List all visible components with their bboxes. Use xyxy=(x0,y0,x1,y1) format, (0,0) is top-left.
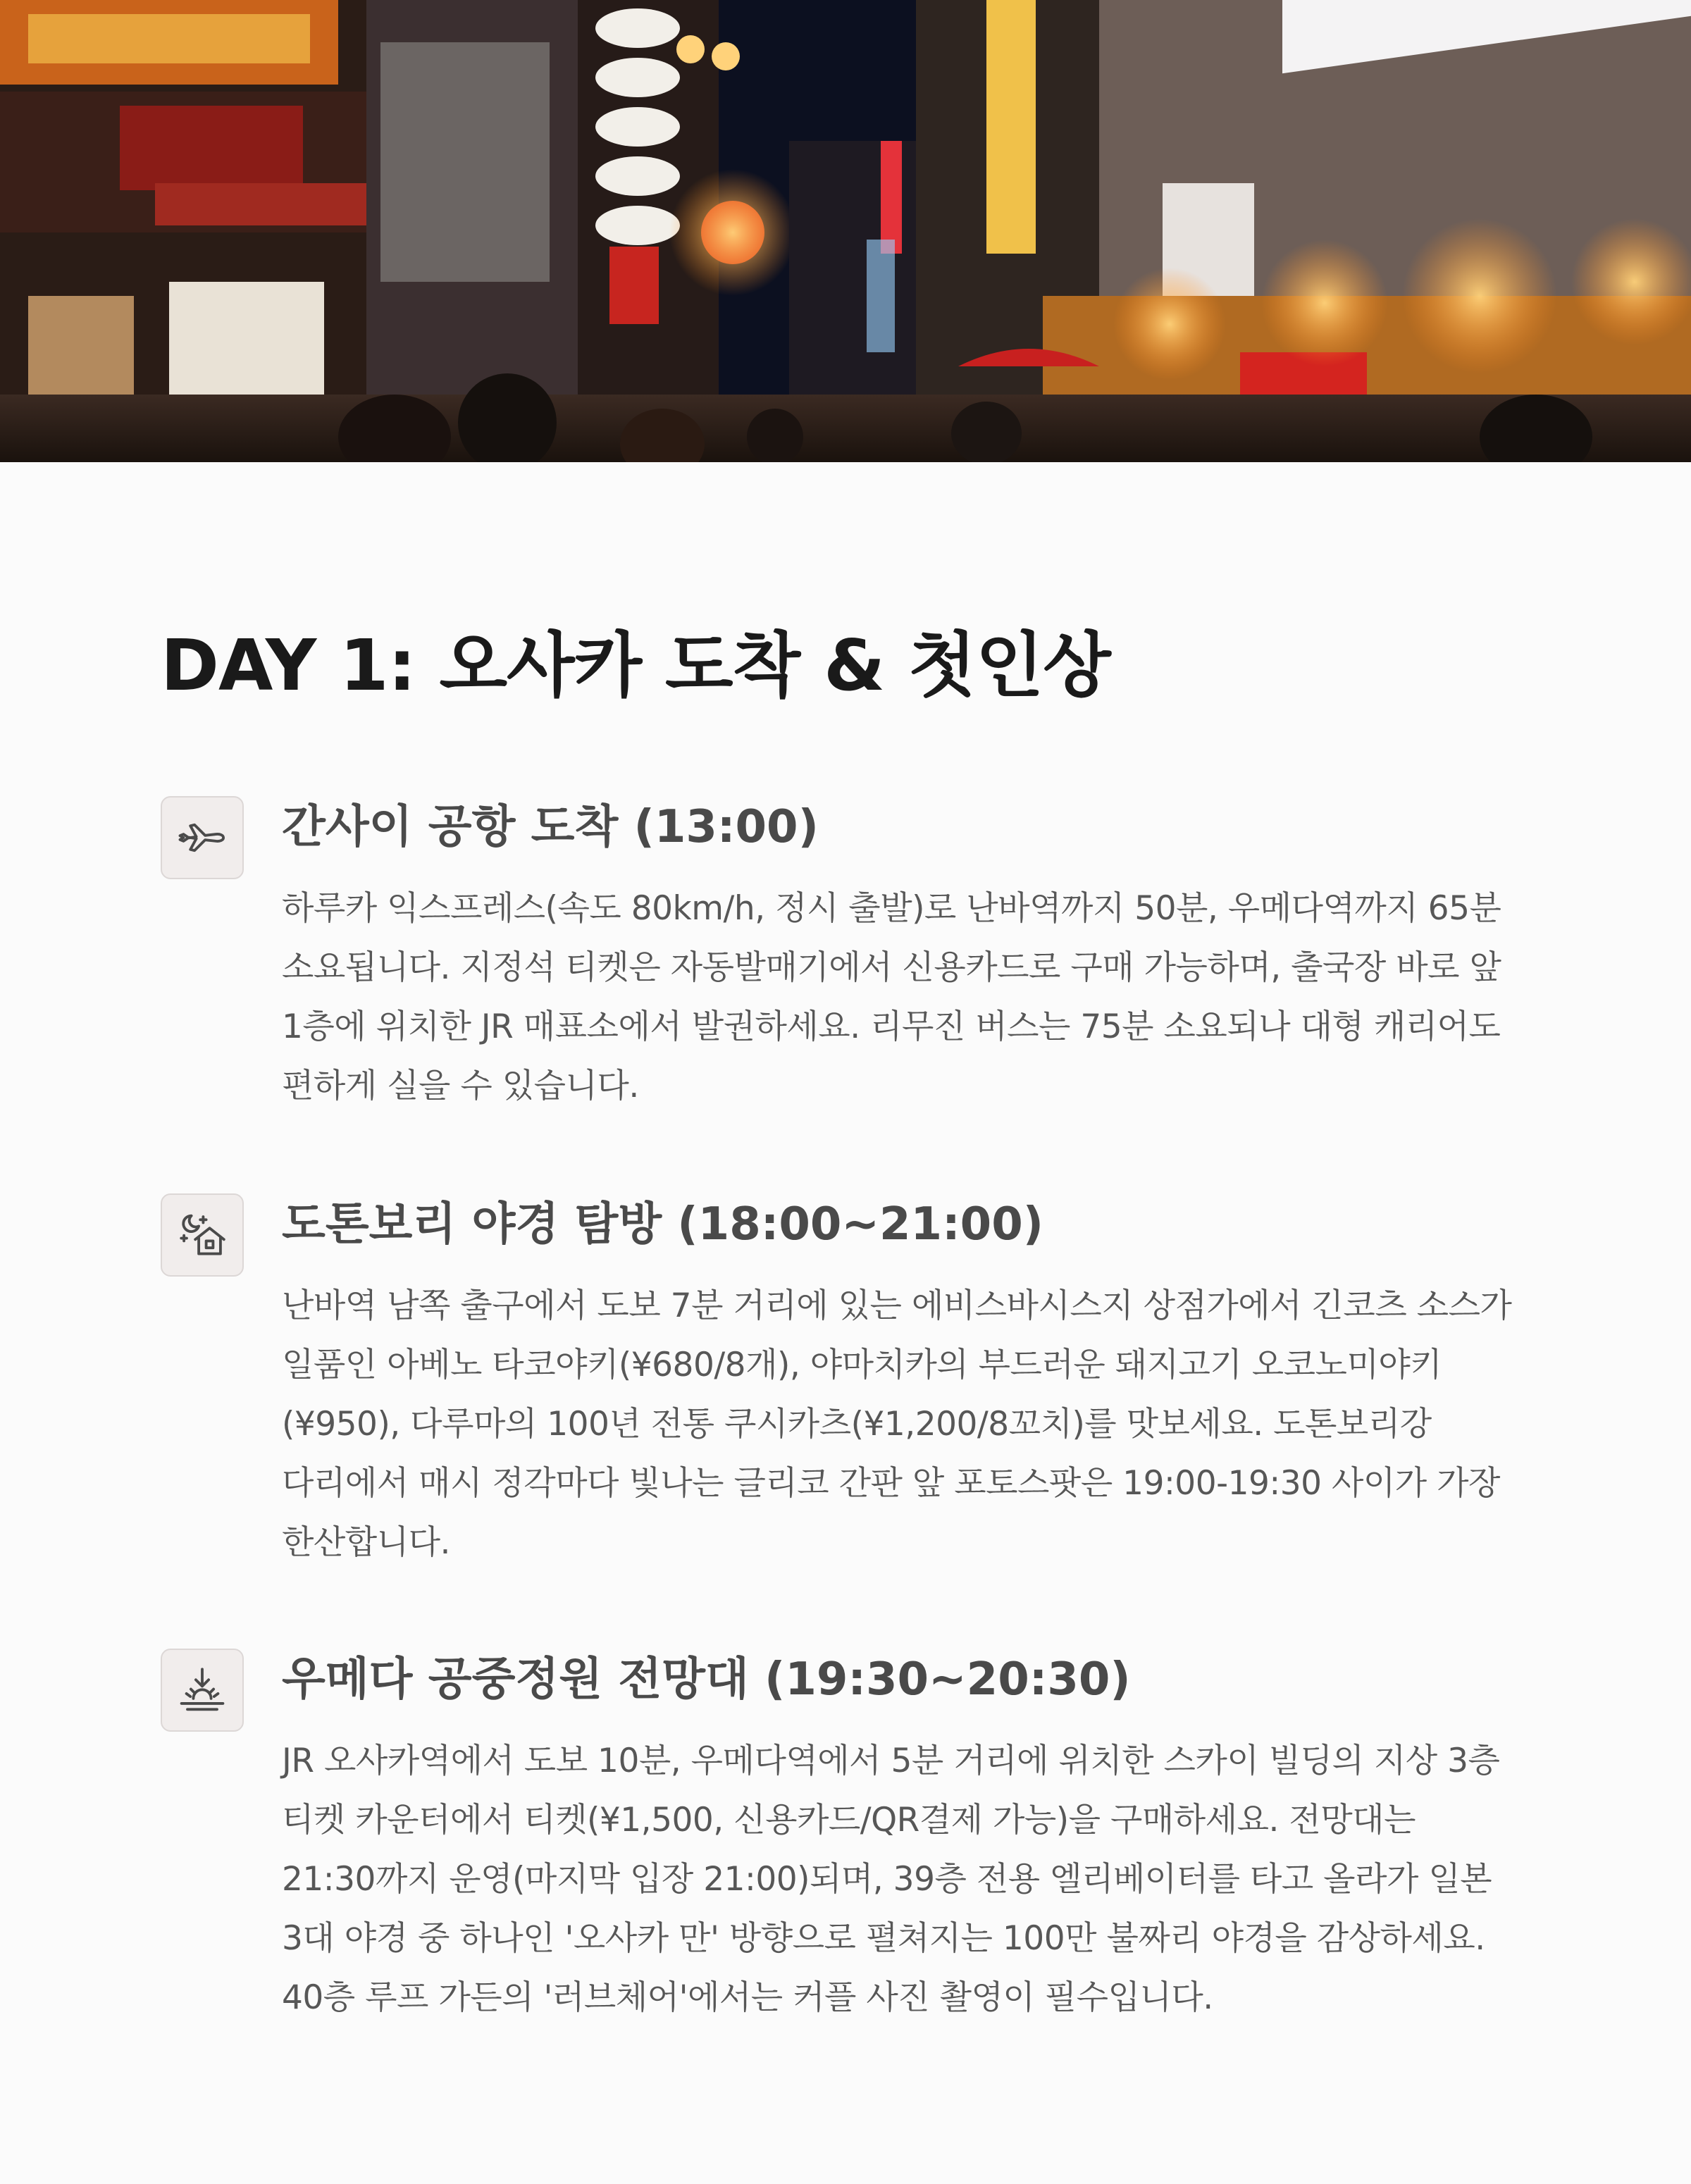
page-title: DAY 1: 오사카 도착 & 첫인상 xyxy=(161,624,1110,707)
airplane-icon xyxy=(161,796,244,879)
itinerary-item-airport xyxy=(161,796,1542,1134)
sunset-download-icon xyxy=(161,1649,244,1732)
night-street-photo xyxy=(0,0,1691,462)
night-house-icon xyxy=(161,1193,244,1277)
section-title: 우메다 공중정원 전망대 (19:30~20:30) xyxy=(282,1653,1131,1706)
section-body: JR 오사카역에서 도보 10분, 우메다역에서 5분 거리에 위치한 스카이 빌딩의 지상 3층 티켓 카운터에서 티켓(¥1,500, 신용카드/QR결제 가능)을 구매하세요. 전망대는 21:30까지 운영(마지막 입장 21:00)되며, 39층 전용 엘리베이터를 타고 올라가 일본 3대 야경 중 하나인 '오사카 만' 방향으로 펼쳐지는 100만 불짜리 야경을 감상하세요. 40층 루프 가든의 '러브체어'에서는 커플 사진 촬영이 필수입니다. xyxy=(282,1742,1500,2017)
section-title: 도톤보리 야경 탐방 (18:00~21:00) xyxy=(282,1198,1043,1251)
section-title: 간사이 공항 도착 (13:00) xyxy=(282,801,819,853)
itinerary-item-dotonbori xyxy=(161,1193,1542,1588)
hero-image xyxy=(0,0,1691,462)
section-body: 하루카 익스프레스(속도 80km/h, 정시 출발)로 난바역까지 50분, 우메다역까지 65분 소요됩니다. 지정석 티켓은 자동발매기에서 신용카드로 구매 가능하며, 출국장 바로 앞 1층에 위치한 JR 매표소에서 발권하세요. 리무진 버스는 75분 소요되나 대형 캐리어도 편하게 실을 수 있습니다. xyxy=(282,889,1501,1105)
itinerary-item-umeda-sky xyxy=(161,1649,1542,2043)
section-body: 난바역 남쪽 출구에서 도보 7분 거리에 있는 에비스바시스지 상점가에서 긴코츠 소스가 일품인 아베노 타코야키(¥680/8개), 야마치카의 부드러운 돼지고기 오코노미야키(¥950), 다루마의 100년 전통 쿠시카츠(¥1,200/8꼬치)를 맛보세요. 도톤보리강 다리에서 매시 정각마다 빛나는 글리코 간판 앞 포토스팟은 19:00-19:30 사이가 가장 한산합니다. xyxy=(282,1286,1512,1562)
